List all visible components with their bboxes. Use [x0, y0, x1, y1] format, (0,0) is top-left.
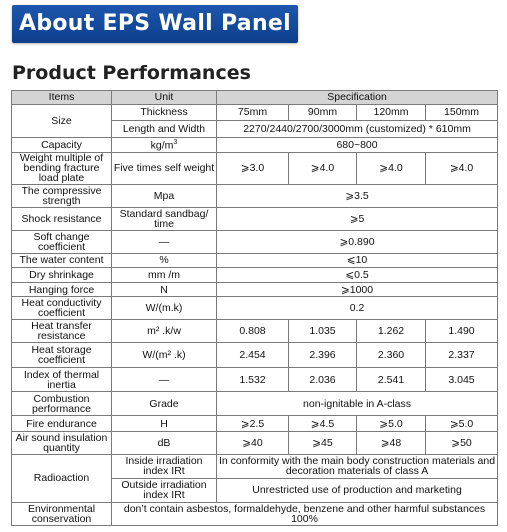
combustion-unit: Grade [112, 392, 217, 416]
length-value: 2270/2440/2700/3000mm (customized) * 610mm [217, 121, 498, 138]
hanging-label: Hanging force [12, 282, 112, 297]
thickness-value: 75mm [217, 104, 289, 121]
thermal-inertia-unit: — [112, 368, 217, 392]
sound-unit: dB [112, 431, 217, 454]
fire-unit: H [112, 416, 217, 432]
weight-multiple-value: ⩾4.0 [289, 152, 357, 184]
weight-multiple-value: ⩾4.0 [426, 152, 498, 184]
conductivity-value: 0.2 [217, 297, 498, 320]
inside-irradiation-label: Inside irradiation index IRt [112, 454, 217, 478]
hanging-value: ⩾1000 [217, 282, 498, 297]
combustion-label: Combustion performance [12, 392, 112, 416]
water-row [12, 253, 498, 268]
outside-irradiation-label: Outside irradiation index IRt [112, 478, 217, 502]
transfer-value: 1.262 [357, 320, 426, 343]
storage-value: 2.454 [217, 343, 289, 368]
combustion-row [12, 392, 498, 416]
sound-value: ⩾48 [357, 431, 426, 454]
shrinkage-unit: mm /m [112, 268, 217, 283]
weight-multiple-row [12, 152, 498, 184]
hanging-unit: N [112, 282, 217, 297]
transfer-value: 0.808 [217, 320, 289, 343]
storage-row [12, 343, 498, 368]
banner-title: About EPS Wall Panel [19, 11, 291, 36]
transfer-label: Heat transfer resistance [12, 320, 112, 343]
fire-value: ⩾4.5 [289, 416, 357, 432]
water-value: ⩽10 [217, 253, 498, 268]
capacity-label: Capacity [12, 137, 112, 152]
combustion-value: non-ignitable in A-class [217, 392, 498, 416]
shrinkage-label: Dry shrinkage [12, 268, 112, 283]
capacity-unit [112, 137, 217, 152]
sound-value: ⩾50 [426, 431, 498, 454]
radioaction-label: Radioaction [12, 454, 112, 502]
shock-label: Shock resistance [12, 207, 112, 230]
product-performance-table [11, 90, 498, 526]
header-specification: Specification [217, 91, 498, 105]
header-row [12, 91, 498, 105]
transfer-value: 1.035 [289, 320, 357, 343]
water-unit: % [112, 253, 217, 268]
header-unit: Unit [112, 91, 217, 105]
storage-value: 2.360 [357, 343, 426, 368]
length-label: Length and Width [112, 121, 217, 138]
thermal-inertia-value: 1.532 [217, 368, 289, 392]
radioaction-inside-row [12, 454, 498, 478]
fire-value: ⩾5.0 [357, 416, 426, 432]
compressive-value: ⩾3.5 [217, 184, 498, 207]
environmental-label: Environmental conservation [12, 502, 112, 525]
shrinkage-row [12, 268, 498, 283]
inside-irradiation-value: In conformity with the main body construction materials and decoration materials of class A [217, 454, 498, 478]
thermal-inertia-row [12, 368, 498, 392]
compressive-label: The compressive strength [12, 184, 112, 207]
shock-row [12, 207, 498, 230]
weight-multiple-label: Weight multiple of bending fracture load plate [12, 152, 112, 184]
fire-value: ⩾2.5 [217, 416, 289, 432]
shrinkage-value: ⩽0.5 [217, 268, 498, 283]
shock-value: ⩾5 [217, 207, 498, 230]
sound-value: ⩾45 [289, 431, 357, 454]
thickness-value: 90mm [289, 104, 357, 121]
soft-change-unit: — [112, 230, 217, 253]
sound-row [12, 431, 498, 454]
fire-row [12, 416, 498, 432]
capacity-unit-sup: 3 [173, 139, 178, 147]
thermal-inertia-value: 3.045 [426, 368, 498, 392]
hanging-row [12, 282, 498, 297]
conductivity-unit: W/(m.k) [112, 297, 217, 320]
transfer-unit: m² .k/w [112, 320, 217, 343]
capacity-value: 680~800 [217, 137, 498, 152]
compressive-row [12, 184, 498, 207]
soft-change-row [12, 230, 498, 253]
thermal-inertia-value: 2.541 [357, 368, 426, 392]
weight-multiple-unit: Five times self weight [112, 152, 217, 184]
environmental-row [12, 502, 498, 525]
section-title: Product Performances [12, 62, 251, 84]
environmental-value: don’t contain asbestos, formaldehyde, benzene and other harmful substances 100% [112, 502, 498, 525]
size-label: Size [12, 104, 112, 137]
weight-multiple-value: ⩾3.0 [217, 152, 289, 184]
thermal-inertia-value: 2.036 [289, 368, 357, 392]
thickness-value: 120mm [357, 104, 426, 121]
fire-label: Fire endurance [12, 416, 112, 432]
storage-value: 2.396 [289, 343, 357, 368]
size-thickness-row [12, 104, 498, 121]
capacity-unit-base: kg/m [150, 139, 174, 152]
title-banner [12, 5, 298, 43]
header-items: Items [12, 91, 112, 105]
storage-value: 2.337 [426, 343, 498, 368]
thickness-label: Thickness [112, 104, 217, 121]
storage-unit: W/(m² .k) [112, 343, 217, 368]
transfer-row [12, 320, 498, 343]
capacity-row [12, 137, 498, 152]
conductivity-row [12, 297, 498, 320]
water-label: The water content [12, 253, 112, 268]
storage-label: Heat storage coefficient [12, 343, 112, 368]
conductivity-label: Heat conductivity coefficient [12, 297, 112, 320]
sound-label: Air sound insulation quantity [12, 431, 112, 454]
weight-multiple-value: ⩾4.0 [357, 152, 426, 184]
thermal-inertia-label: Index of thermal inertia [12, 368, 112, 392]
compressive-unit: Mpa [112, 184, 217, 207]
fire-value: ⩾5.0 [426, 416, 498, 432]
shock-unit: Standard sandbag/ time [112, 207, 217, 230]
outside-irradiation-value: Unrestricted use of production and marketing [217, 478, 498, 502]
sound-value: ⩾40 [217, 431, 289, 454]
transfer-value: 1.490 [426, 320, 498, 343]
soft-change-label: Soft change coefficient [12, 230, 112, 253]
soft-change-value: ⩾0.890 [217, 230, 498, 253]
thickness-value: 150mm [426, 104, 498, 121]
